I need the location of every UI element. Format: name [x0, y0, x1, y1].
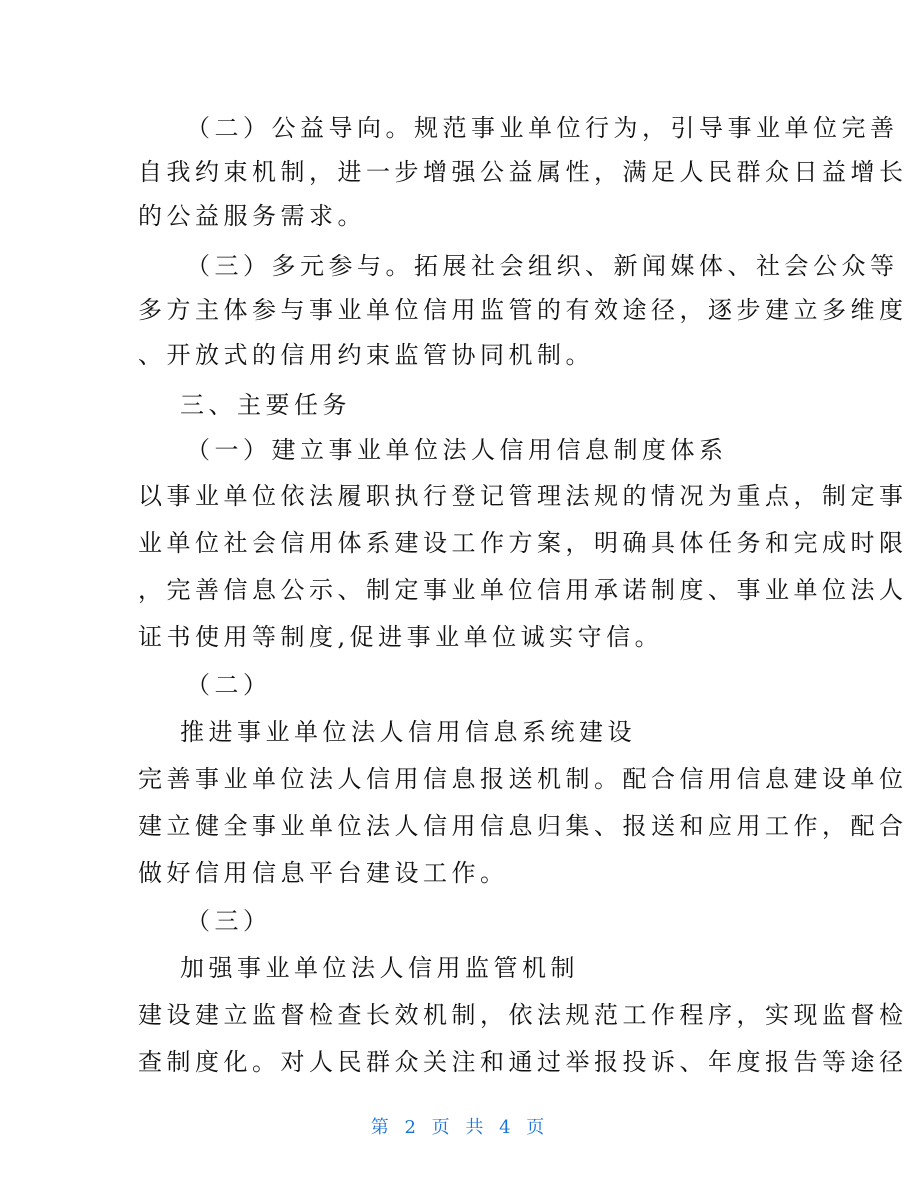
subsection-heading: 加强事业单位法人信用监管机制 — [180, 954, 579, 982]
paragraph-line: 建设建立监督检查长效机制，依法规范工作程序，实现监督检 — [138, 1001, 908, 1029]
subsection-heading: （一）建立事业单位法人信用信息制度体系 — [186, 436, 728, 464]
paragraph-line: （二）公益导向。规范事业单位行为，引导事业单位完善 — [186, 114, 899, 142]
paragraph-line: 以事业单位依法履职执行登记管理法规的情况为重点，制定事 — [138, 482, 908, 510]
paragraph-line: 业单位社会信用体系建设工作方案，明确具体任务和完成时限 — [138, 529, 908, 557]
subsection-number: （二） — [186, 671, 272, 699]
paragraph-line: （三）多元参与。拓展社会组织、新闻媒体、社会公众等 — [186, 252, 899, 280]
paragraph-line: 查制度化。对人民群众关注和通过举报投诉、年度报告等途径 — [138, 1048, 908, 1076]
paragraph-line: 建立健全事业单位法人信用信息归集、报送和应用工作，配合 — [138, 812, 908, 840]
paragraph-line: 、开放式的信用约束监管协同机制。 — [138, 341, 594, 369]
paragraph-line: 多方主体参与事业单位信用监管的有效途径，逐步建立多维度 — [138, 296, 908, 324]
paragraph-line: 的公益服务需求。 — [138, 202, 366, 230]
subsection-number: （三） — [186, 907, 272, 935]
paragraph-line: 完善事业单位法人信用信息报送机制。配合信用信息建设单位 — [138, 765, 908, 793]
paragraph-line: ，完善信息公示、制定事业单位信用承诺制度、事业单位法人 — [138, 576, 908, 604]
paragraph-line: 证书使用等制度,促进事业单位诚实守信。 — [138, 623, 664, 651]
paragraph-line: 做好信用信息平台建设工作。 — [138, 859, 509, 887]
paragraph-line: 自我约束机制，进一步增强公益属性，满足人民群众日益增长 — [138, 158, 908, 186]
subsection-heading: 推进事业单位法人信用信息系统建设 — [180, 718, 636, 746]
section-heading: 三、主要任务 — [180, 391, 351, 419]
page-number-footer: 第 2 页 共 4 页 — [370, 1117, 550, 1138]
